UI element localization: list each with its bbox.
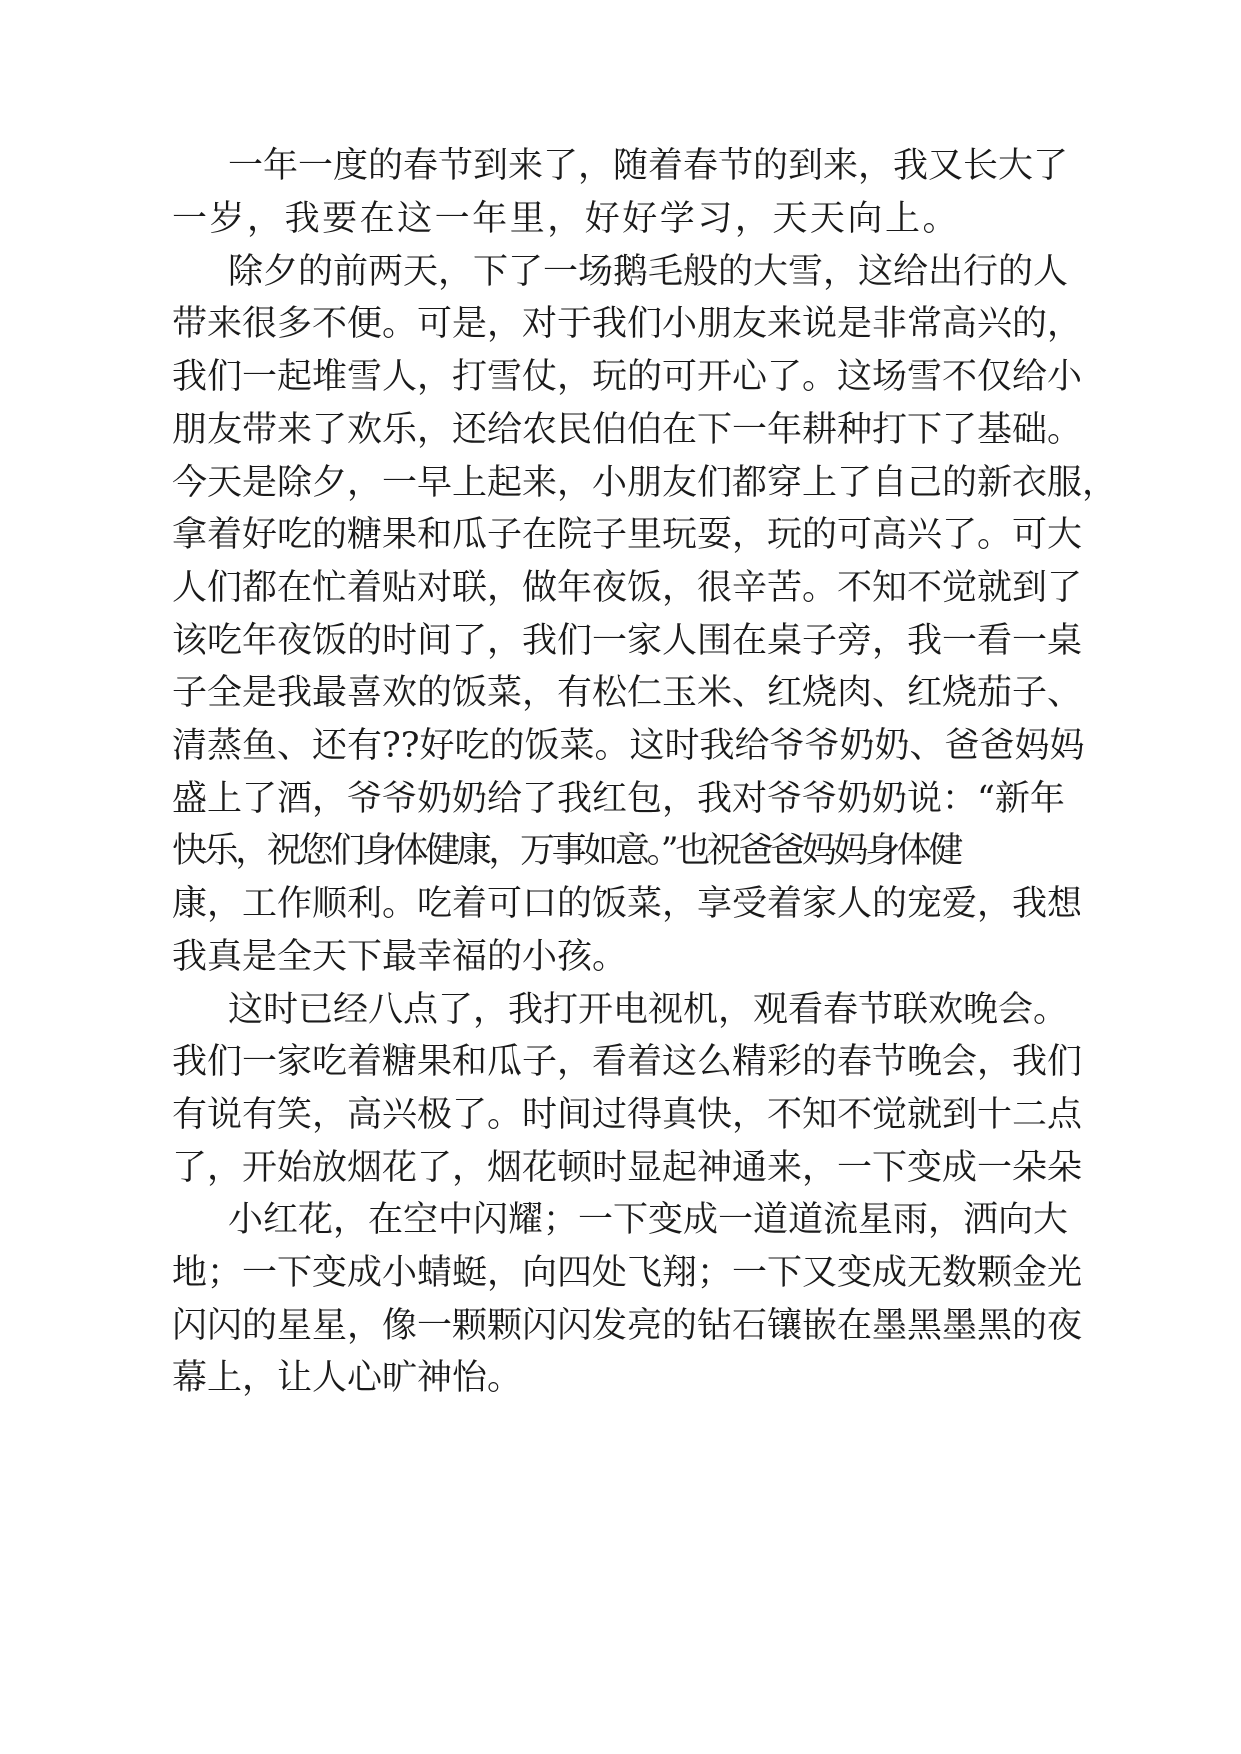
text-line: 朋友带来了欢乐，还给农民伯伯在下一年耕种打下了基础。: [172, 410, 1083, 450]
text-line: 我们一家吃着糖果和瓜子，看着这么精彩的春节晚会，我们: [172, 1042, 1083, 1082]
text-line: 一年一度的春节到来了，随着春节的到来，我又长大了: [228, 146, 1069, 186]
text-line: 子全是我最喜欢的饭菜，有松仁玉米、红烧肉、红烧茄子、: [172, 673, 1083, 713]
text-line: 我真是全天下最幸福的小孩。: [172, 937, 628, 977]
text-line: 这时已经八点了，我打开电视机，观看春节联欢晚会。: [228, 990, 1069, 1030]
text-line: 除夕的前两天，下了一场鹅毛般的大雪，这给出行的人: [228, 252, 1069, 292]
text-line: 小红花，在空中闪耀；一下变成一道道流星雨，洒向大: [228, 1200, 1069, 1240]
text-line: 闪闪的星星，像一颗颗闪闪发亮的钻石镶嵌在墨黑墨黑的夜: [172, 1306, 1083, 1346]
text-line: 清蒸鱼、还有??好吃的饭菜。这时我给爷爷奶奶、爸爸妈妈: [172, 726, 1085, 766]
text-line: 一岁，我要在这一年里，好好学习，天天向上。: [172, 199, 960, 239]
text-line: 地；一下变成小蜻蜓，向四处飞翔；一下又变成无数颗金光: [172, 1253, 1083, 1293]
text-line: 盛上了酒，爷爷奶奶给了我红包，我对爷爷奶奶说：“新年: [172, 779, 1065, 819]
text-line: 有说有笑，高兴极了。时间过得真快，不知不觉就到十二点: [172, 1095, 1083, 1135]
text-line: 康，工作顺利。吃着可口的饭菜，享受着家人的宠爱，我想: [172, 884, 1083, 924]
text-line: 带来很多不便。可是，对于我们小朋友来说是非常高兴的，: [172, 304, 1083, 344]
text-line: 该吃年夜饭的时间了，我们一家人围在桌子旁，我一看一桌: [172, 621, 1083, 661]
text-line: 人们都在忙着贴对联，做年夜饭，很辛苦。不知不觉就到了: [172, 568, 1083, 608]
text-line: 今天是除夕，一早上起来，小朋友们都穿上了自己的新衣服，: [172, 463, 1118, 503]
text-line: 快乐，祝您们身体健康，万事如意。”也祝爸爸妈妈身体健: [172, 831, 960, 871]
text-line: 拿着好吃的糖果和瓜子在院子里玩耍，玩的可高兴了。可大: [172, 515, 1083, 555]
text-line: 我们一起堆雪人，打雪仗，玩的可开心了。这场雪不仅给小: [172, 357, 1083, 397]
text-line: 幕上，让人心旷神怡。: [172, 1358, 523, 1398]
text-line: 了，开始放烟花了，烟花顿时显起神通来，一下变成一朵朵: [172, 1148, 1083, 1188]
